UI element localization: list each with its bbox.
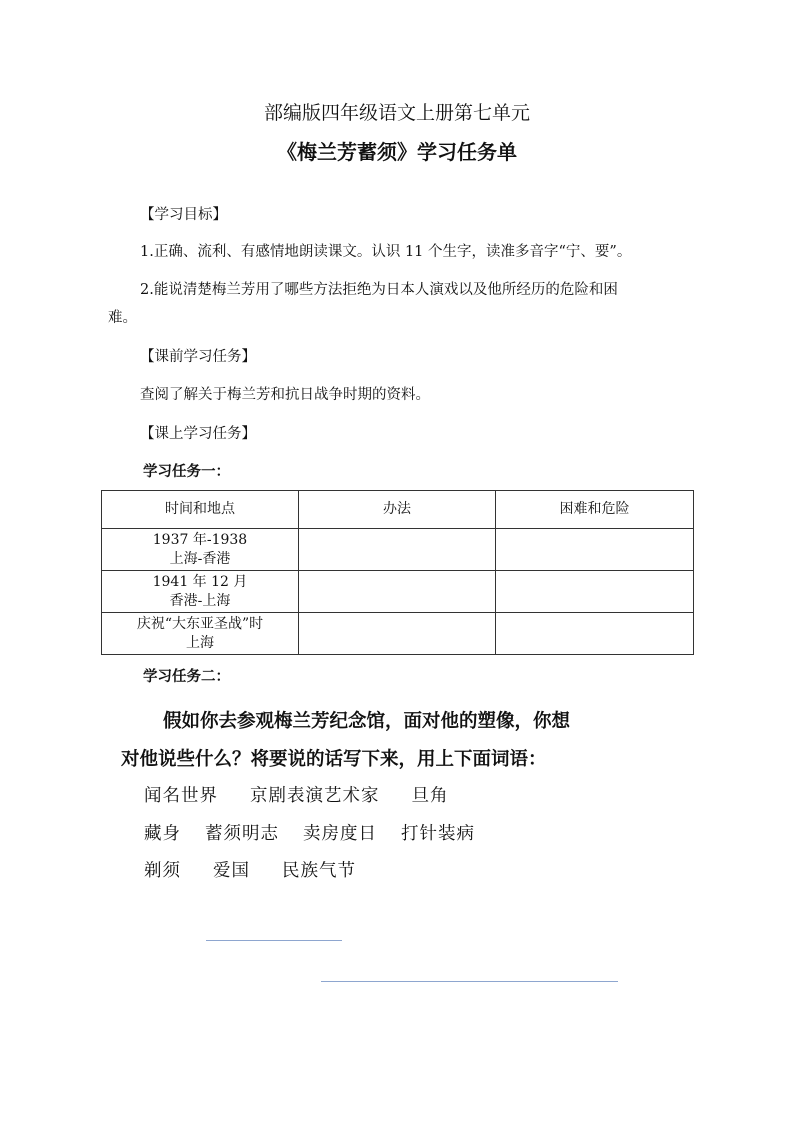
vocab-word: 旦角 (411, 786, 449, 806)
objective-item-2-line-1: 2.能说清楚梅兰芳用了哪些方法拒绝为日本人演戏以及他所经历的危险和困 (140, 282, 618, 298)
table-row (102, 571, 694, 613)
objective-item-1: 1.正确、流利、有感情地朗读课文。认识 11 个生字，读准多音字“宁、要”。 (140, 244, 632, 260)
table-cell-time-place (102, 571, 299, 613)
task-2-prompt-line-1: 假如你去参观梅兰芳纪念馆，面对他的塑像，你想 (163, 711, 571, 732)
table-cell-method[interactable] (299, 529, 496, 571)
word-list-line-3 (144, 857, 356, 882)
vocab-word: 藏身 (144, 824, 181, 844)
table-header-method: 办法 (299, 491, 496, 529)
table-row (102, 613, 694, 655)
table-cell-difficulty[interactable] (496, 613, 694, 655)
task-1-label: 学习任务一： (143, 463, 230, 480)
objective-item-2-line-2: 难。 (108, 310, 137, 326)
vocab-word: 卖房度日 (303, 824, 377, 844)
vocab-word: 闻名世界 (144, 786, 218, 806)
table-cell-difficulty[interactable] (496, 571, 694, 613)
table-header-difficulty: 困难和危险 (496, 491, 694, 529)
cell-line: 上海 (186, 634, 214, 651)
vocab-word: 蓄须明志 (205, 824, 279, 844)
writing-line[interactable] (321, 981, 618, 982)
pre-class-heading: 【课前学习任务】 (140, 349, 256, 365)
table-cell-method[interactable] (299, 571, 496, 613)
pre-class-text: 查阅了解关于梅兰芳和抗日战争时期的资料。 (140, 387, 430, 403)
word-list-line-1 (144, 782, 449, 807)
objectives-heading: 【学习目标】 (140, 207, 227, 223)
document-subtitle: 部编版四年级语文上册第七单元 (263, 102, 530, 124)
word-list-line-2 (144, 820, 475, 845)
vocab-word: 剃须 (144, 861, 181, 881)
table-cell-method[interactable] (299, 613, 496, 655)
table-header-time-place: 时间和地点 (102, 491, 299, 529)
in-class-heading: 【课上学习任务】 (140, 426, 256, 442)
table-header-row (102, 491, 694, 529)
task-2-label: 学习任务二： (143, 668, 230, 685)
vocab-word: 京剧表演艺术家 (250, 786, 380, 806)
vocab-word: 打针装病 (401, 824, 475, 844)
vocab-word: 民族气节 (282, 861, 356, 881)
task-2-prompt-line-2: 对他说些什么？将要说的话写下来，用上下面词语： (121, 749, 547, 770)
document-title: 《梅兰芳蓄须》学习任务单 (277, 140, 517, 164)
table-cell-time-place (102, 613, 299, 655)
cell-line: 上海-香港 (169, 550, 231, 567)
task-table (101, 490, 694, 655)
table-row (102, 529, 694, 571)
writing-line[interactable] (206, 940, 342, 941)
vocab-word: 爱国 (213, 861, 250, 881)
cell-line: 香港-上海 (169, 592, 231, 609)
cell-line: 1937 年-1938 (152, 531, 248, 548)
cell-line: 庆祝“大东亚圣战”时 (136, 615, 264, 632)
cell-line: 1941 年 12 月 (152, 573, 248, 590)
table-cell-difficulty[interactable] (496, 529, 694, 571)
table-cell-time-place (102, 529, 299, 571)
